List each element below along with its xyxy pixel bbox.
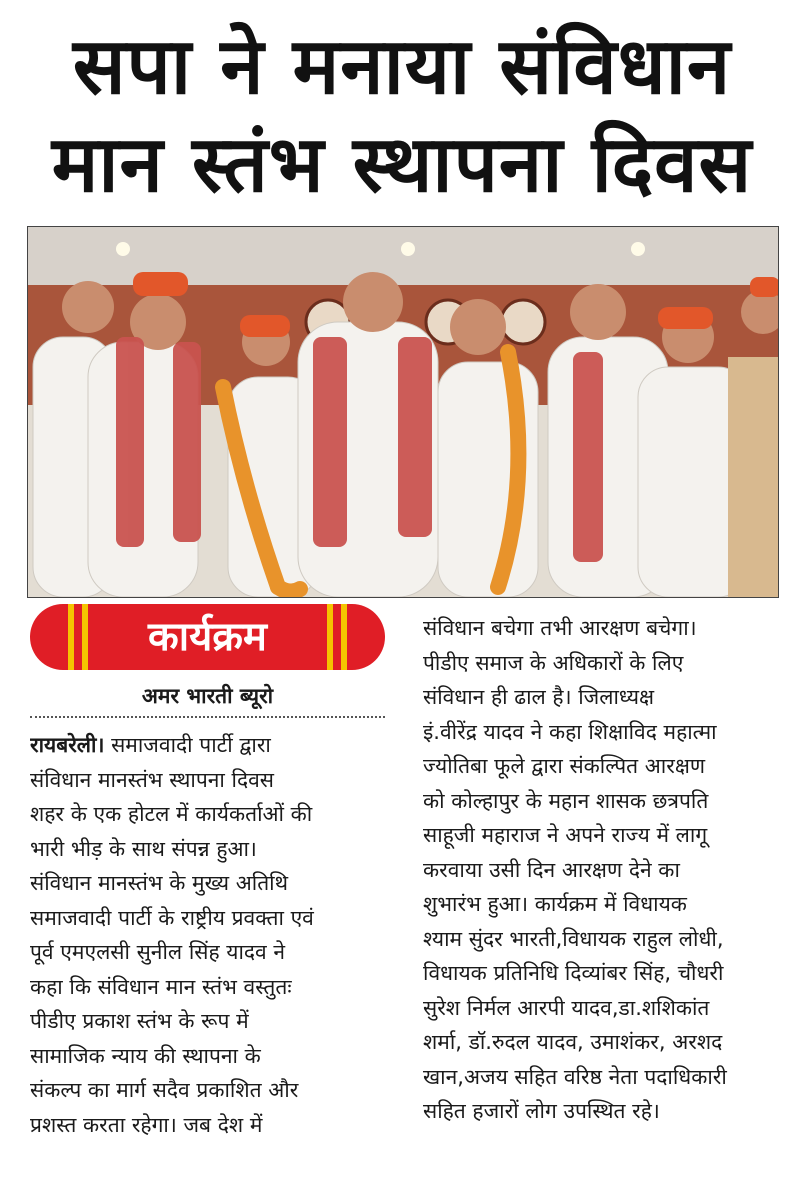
article-line: इं.वीरेंद्र यादव ने कहा शिक्षाविद महात्मा	[423, 719, 717, 744]
article-line: सुरेश निर्मल आरपी यादव,डा.शशिकांत	[423, 995, 710, 1020]
article-line-text: समाजवादी पार्टी द्वारा	[104, 733, 271, 757]
article-line: संविधान मानस्तंभ के मुख्य अतिथि	[30, 871, 289, 895]
article-line: सहित हजारों लोग उपस्थित रहे।	[423, 1099, 660, 1123]
headline-line-2: मान स्तंभ स्थापना दिवस	[51, 120, 753, 210]
headline	[0, 18, 804, 214]
article-line: खान,अजय सहित वरिष्ठ नेता पदाधिकारी	[423, 1064, 727, 1089]
article-line	[30, 728, 390, 763]
article-line: संविधान मानस्तंभ स्थापना दिवस	[30, 767, 274, 792]
article-column-1	[30, 728, 390, 1142]
dateline: रायबरेली।	[30, 733, 105, 757]
section-tag-label: कार्यक्रम	[148, 614, 267, 660]
article-line: संविधान ही ढाल है। जिलाध्यक्ष	[423, 685, 655, 709]
article-line: पीडीए प्रकाश स्तंभ के रूप में	[30, 1009, 249, 1033]
group-photo-illustration	[28, 227, 778, 597]
section-tag	[30, 604, 385, 670]
article-line: संकल्प का मार्ग सदैव प्रकाशित और	[30, 1078, 299, 1102]
article-line: कहा कि संविधान मान स्तंभ वस्तुतः	[30, 974, 292, 999]
article-line: प्रशस्त करता रहेगा। जब देश में	[30, 1112, 263, 1137]
headline-line-1: सपा ने मनाया संविधान	[72, 22, 732, 112]
article-line: पीडीए समाज के अधिकारों के लिए	[423, 650, 684, 675]
article-line: समाजवादी पार्टी के राष्ट्रीय प्रवक्ता एवं	[30, 905, 314, 930]
article-line: करवाया उसी दिन आरक्षण देने का	[423, 857, 680, 882]
article-line: शहर के एक होटल में कार्यकर्ताओं की	[30, 802, 313, 826]
news-photo	[27, 226, 779, 598]
article-line: शर्मा, डॉ.रुदल यादव, उमाशंकर, अरशद	[423, 1030, 723, 1054]
byline: अमर भारती ब्यूरो	[141, 683, 274, 708]
article-line: विधायक प्रतिनिधि दिव्यांबर सिंह, चौधरी	[423, 961, 724, 985]
article-line: को कोल्हापुर के महान शासक छत्रपति	[423, 788, 709, 813]
article-line: पूर्व एमएलसी सुनील सिंह यादव ने	[30, 940, 286, 964]
byline-divider	[30, 716, 385, 718]
article-line: सामाजिक न्याय की स्थापना के	[30, 1043, 261, 1068]
article-column-2	[423, 611, 779, 1129]
article-line: संविधान बचेगा तभी आरक्षण बचेगा।	[423, 616, 697, 640]
article-line: साहूजी महाराज ने अपने राज्य में लागू	[423, 823, 708, 847]
article-line: श्याम सुंदर भारती,विधायक राहुल लोधी,	[423, 926, 724, 951]
article-line: भारी भीड़ के साथ संपन्न हुआ।	[30, 836, 257, 861]
article-line: ज्योतिबा फूले द्वारा संकल्पित आरक्षण	[423, 754, 706, 778]
article-line: शुभारंभ हुआ। कार्यक्रम में विधायक	[423, 892, 687, 916]
